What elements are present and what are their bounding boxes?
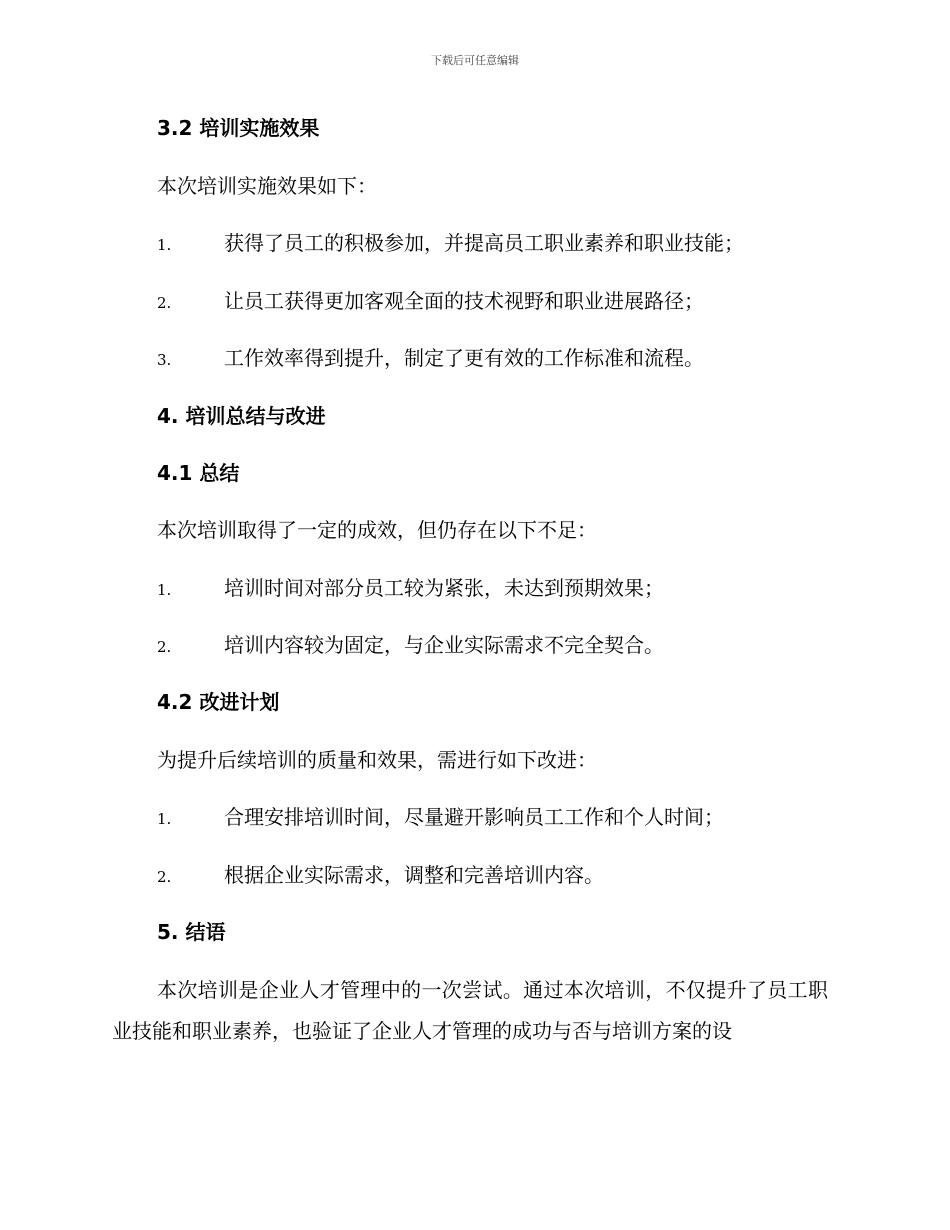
list-number: 1. (157, 581, 172, 599)
list-text: 合理安排培训时间，尽量避开影响员工工作和个人时间； (224, 805, 724, 829)
list-text: 工作效率得到提升，制定了更有效的工作标准和流程。 (224, 346, 704, 370)
list-number: 1. (157, 810, 172, 828)
section-heading-5: 5. 结语 (157, 920, 226, 944)
list-text: 培训内容较为固定，与企业实际需求不完全契合。 (224, 633, 664, 657)
list-text: 培训时间对部分员工较为紧张，未达到预期效果； (224, 576, 664, 600)
list-text: 让员工获得更加客观全面的技术视野和职业进展路径； (224, 289, 704, 313)
conclusion-paragraph: 本次培训是企业人才管理中的一次尝试。通过本次培训，不仅提升了员工职业技能和职业素养，也验证了企业人才管理的成功与否与培训方案的设 (112, 978, 828, 1043)
list-number: 2. (157, 638, 172, 656)
section-heading-3-2: 3.2 培训实施效果 (157, 116, 320, 140)
list-number: 2. (157, 868, 172, 886)
section-intro-3-2: 本次培训实施效果如下： (157, 174, 377, 198)
list-text: 根据企业实际需求，调整和完善培训内容。 (224, 863, 604, 887)
list-number: 2. (157, 294, 172, 312)
section-intro-4-1: 本次培训取得了一定的成效，但仍存在以下不足： (157, 518, 597, 542)
list-number: 3. (157, 351, 172, 369)
section-heading-4-1: 4.1 总结 (157, 461, 240, 485)
page-header-note: 下载后可任意编辑 (431, 54, 519, 67)
section-heading-4-2: 4.2 改进计划 (157, 690, 280, 714)
list-text: 获得了员工的积极参加，并提高员工职业素养和职业技能； (224, 231, 744, 255)
section-intro-4-2: 为提升后续培训的质量和效果，需进行如下改进： (157, 748, 597, 772)
section-heading-4: 4. 培训总结与改进 (157, 404, 326, 428)
list-number: 1. (157, 236, 172, 254)
